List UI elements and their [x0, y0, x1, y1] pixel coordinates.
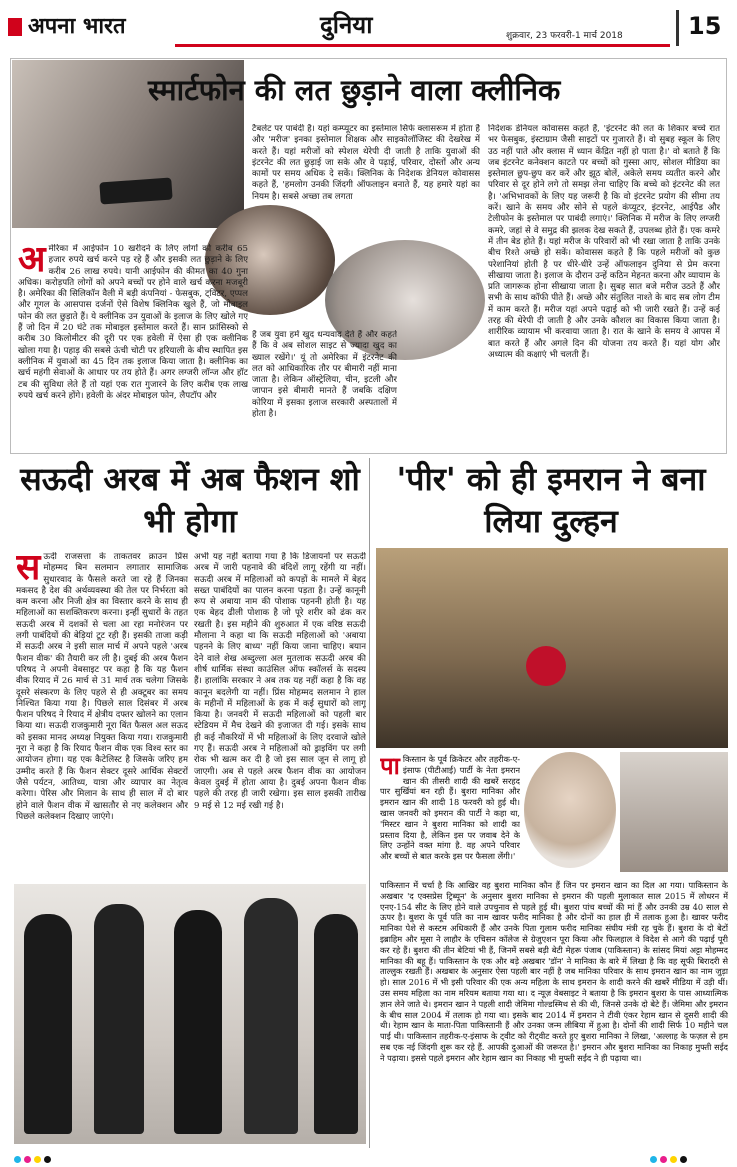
page-header [0, 0, 737, 54]
phone-shape [99, 178, 172, 205]
top-headline: स्मार्टफोन की लत छुड़ाने वाला क्लीनिक [148, 73, 561, 107]
bushra-portrait [524, 752, 616, 868]
top-story-col2b [252, 330, 397, 450]
top-story-col2 [252, 124, 480, 208]
imran-body-text: पाकिस्तान में चर्चा है कि आखिर वह बुशरा मानिका कौन हैं जिन पर इमरान खान का दिल आ गया। पाकिस्तान के अखबार 'द एक्सप्रेस ट्रिब्यून' के अनुसार बुशरा मानिका से इमरान की पहली मुलाकात साल 2015 में लोधरन में एनए-154 सीट के लिए होने वाले उपचुनाव से पहले हुई थी। बुशरा पांच बच्चों की मां हैं और उनकी उम्र 40 साल से ऊपर है। बुशरा के पूर्व पति का नाम खावर फरीद मानिका है और दोनों का हाल ही में तलाक हुआ है। खावर फरीद मानिका पेशे से कस्टम अधिकारी हैं और उनके पिता गुलाम फरीद मानिका संघीय मंत्री रह चुके हैं। बुशरा के दो बेटों इब्राहिम और मूसा ने लाहौर के एचिसन कॉलेज से ग्रेजुएशन पूरा किया और फिलहाल वे विदेश से आगे की पढ़ाई पूरी कर रहे हैं। बुशरा की तीन बेटियां भी हैं, जिनमें सबसे बड़ी बेटी मेहरू पंजाब (पाकिस्तान) के सांसद मियां अट्टा मोहम्मद मानिका की बहू हैं। पाकिस्तान के एक और बड़े अखबार 'डॉन' ने मानिका के बारे में लिखा है कि वह सूफी बिरादरी से ताल्लुक रखती हैं। अखबार के अनुसार ऐसा पहली बार नहीं है जब मानिका परिवार के साथ इमरान खान का नाम जुड़ा हो। साल 2016 में भी इसी परिवार की एक अन्य महिला के साथ इमरान के शादी करने की खबरें मीडिया में उड़ी थीं। उस समय महिला का नाम मरियम बताया गया था। द न्यूज़ वेबसाइट ने बताया है कि इमरान बुशरा के पास आध्यात्मिक ज्ञान लेने जाते थे। इमरान खान ने पहली शादी जेमिमा गोल्डस्मिथ से की थी, जिनसे उनके दो बेटे हैं। जेमिमा और इमरान के बीच साल 2004 में तलाक हो गया था। इसके बाद 2014 में इमरान ने टीवी एंकर रेहाम खान से दूसरी शादी की थी। रेहाम खान के माता-पिता पाकिस्तानी हैं और उनका जन्म लीबिया में हुआ है। दोनों की शादी सिर्फ 10 महीने चल पाई थी। पाकिस्तान तहरीक-ए-इंसाफ के ट्वीट को रीट्वीट करते हुए बुशरा मानिका ने लिखा, 'अल्लाह के फज़ल से हम सब एक नई जिंदगी शुरू कर रहे हैं. आपकी दुआओं की जरूरत है।' इमरान और बुशरा मानिका का निकाह मुफ्ती सईद ने पढ़ाया। इससे पहले इमरान और रेहाम खान का निकाह भी मुफ्ती सईद ने ही पढ़ाया था। [380, 880, 728, 1063]
saudi-col1 [16, 552, 188, 878]
model-figure [244, 898, 298, 1134]
footer-dots-left [14, 1148, 54, 1167]
top-col1-text: मेरिका में आईफोन 10 खरीदने के लिए लोगों को करीब 65 हजार रुपये खर्च करने पड़ रहे हैं और इसकी लत छुड़ाने के लिए करीब 26 लाख रुपये। यानी आईफोन की कीमत का 40 गुना अधिक। करोड़पति लोगों को अपने बच्चों पर होने वाले खर्च करना मजबूरी है। अमेरिका की सिलिकॉन वैली में बड़ी कंपनियां - फेसबुक, ट्विटर, एप्पल और गूगल के आसपास दर्जनों ऐसे विशेष क्लिनिक खुले हैं, जो मोबाइल फोन की लत छुड़ाते हैं। ये क्लीनिक उन युवाओं के इलाज के लिए खोले गए हैं जो दिन में 20 घंटे तक मोबाइल इस्तेमाल करते हैं। सान फ्रांसिस्को से करीब 30 किलोमीटर की दूरी पर एक हवेली में ऐसा ही एक क्लीनिक खोला गया है। पहाड़ की सबसे ऊंची चोटी पर हरियाली के बीच स्थापित इस क्लीनिक में युवाओं का 45 दिन तक इलाज किया जाता है। क्लीनिक का खर्च महंगी सेवाओं के आधार पर तय होते हैं। अगर लग्जरी लॉन्ज और हॉट टब की सुविधा लेते हैं तो यहां एक रात गुजारने के लिए करीब एक लाख रुपये खर्च करने होंगे। हवेली के अंदर मोबाइल फोन, लैपटॉप और [18, 244, 248, 401]
imran-drop-cap: पा [380, 754, 400, 780]
top-story-col3 [488, 124, 720, 450]
saudi-col2 [194, 552, 366, 878]
bride-figure [526, 646, 566, 686]
header-divider [676, 10, 679, 46]
saudi-drop-cap: स [16, 552, 41, 588]
footer-dots-right [650, 1148, 690, 1167]
issue-date: शुक्रवार, 23 फरवरी-1 मार्च 2018 [506, 31, 623, 41]
imran-intro [380, 754, 520, 878]
family-group-photo [376, 548, 728, 748]
section-title: दुनिया [320, 11, 373, 39]
model-figure [24, 914, 72, 1134]
model-figure [174, 910, 222, 1134]
drop-cap: अ [18, 244, 46, 280]
imran-intro-text: किस्तान के पूर्व क्रिकेटर और तहरीक-ए-इंसाफ (पीटीआई) पार्टी के नेता इमरान खान की तीसरी शादी की खबरें सरहद पार सुर्खियां बन रही हैं। बुशरा मानिका और इमरान खान की शादी 18 फरवरी को हुई थी। खास जनवरी को इमरान की पार्टी ने कहा था, 'मिस्टर खान ने बुशरा मानिका को शादी का प्रस्ताव दिया है, लेकिन इस पर जवाब देने के लिए उन्होंने वक्त मांगा है. वह अपने परिवार और बच्चों से बात करके इस पर फैसला लेंगी।' [380, 754, 520, 862]
imran-portrait [620, 752, 728, 872]
saudi-headline: सऊदी अरब में अब फैशन शो भी होगा [20, 460, 360, 540]
top-col2-text: टैबलेट पर पाबंदी है। यहां कम्प्यूटर का इस्तेमाल सिर्फ क्लासरूम में होता है और 'मरीज' इनका इस्तेमाल शिक्षक और साइकोलॉजिस्ट की देखरेख में करते हैं। यहां मरीजों को स्पेशल थेरेपी दी जाती है ताकि युवाओं की इंटरनेट की लत छुड़ाई जा सके और वे पढ़ाई, परिवार, दोस्तों और अन्य कामों पर समय अधिक दे सकें। क्लिनिक के निदेशक डेनियल कोवासस कहते हैं, 'हमलोग उनकी जिंदगी ऑफलाइन बनाते हैं, यह हमारे यहां का नियम है। सबसे अच्छा तब लगता [252, 124, 480, 202]
page-number: 15 [688, 12, 722, 40]
imran-headline: 'पीर' को ही इमरान ने बना लिया दुल्हन [396, 460, 706, 540]
imran-body [380, 880, 728, 1144]
top-col3-text: निदेशक डेनियल कोवासस कहते हैं, 'इंटरनेट की लत के शिकार बच्चे रात भर फेसबुक, इंस्टाग्राम जैसी साइटों पर गुजारते हैं। वो सुबह स्कूल के लिए उठ नहीं पाते और क्लास में ध्यान केंद्रित नहीं हो पाता है।' वो बताते हैं कि जब इंटरनेट कनेक्शन काटते पर बच्चों को गुस्सा आए, सोशल मीडिया का इस्तेमाल छुप-छुप कर करें और झूठ बोलें, अकेले समय व्यतीत करने और परिवार से दूर होने लगे तो समझ लेना चाहिए कि बच्चे को इंटरनेट की लत है। 'अभिभावकों के लिए यह जरूरी है कि वो इंटरनेट प्रयोग की सीमा तय करें। खाने के समय और सोने से पहले कंप्यूटर, इंटरनेट, आईपैड और टेलीफोन के इस्तेमाल पर पाबंदी लगाएं।' क्लिनिक में मरीज के लिए लग्जरी कमरे, जहां से वे समुद्र की झलक देख सकते हैं, उपलब्ध होते हैं। एक कमरे में तीन बेड होते हैं। यहां मरीज के परिवारों को भी रखा जाता है ताकि उनके बीच रिश्ते अच्छे हो सकें। कोवासस कहते हैं कि पहले मरीजों को कुछ परेशानियां होती है पर धीरे-धीरे उन्हें ऑफलाइन दुनिया से प्रेम करना सीखाया जाता है। इलाज के दौरान उन्हें कठिन मेहनत करना और व्यायाम के प्रति जागरूक होना सीखाया जाता है। सुबह सात बजे मरीज उठते हैं और सभी के साथ कॉफी पीते हैं। अच्छे और संतुलित नाश्ते के बाद सब लोग टीम में काम करते हैं। मरीज यहां अपने पढ़ाई को भी जारी रखते हैं। उन्हें कई तरह की थेरेपी दी जाती है और उनके कौशल का विकास किया जाता है। शारीरिक व्यायाम भी करवाया जाता है। रात के खाने के समय वे आपस में बात करते हैं और अगले दिन की योजना तय करते हैं। यहां योग और अध्यात्म की कक्षाएं भी चलती हैं। [488, 124, 720, 360]
masthead: अपना भारत [28, 14, 126, 39]
saudi-col2-text: अभी यह नहीं बताया गया है कि डिजायनों पर सऊदी अरब में जारी पहनावे की बंदिशें लागू रहेंगी या नहीं। सऊदी अरब में महिलाओं को कपड़ों के मामले में बेहद सख्त पाबंदियों का पालन करना पड़ता है। उन्हें कानूनी रूप से अबाया नाम की पोशाक पहननी होती है। यह एक बेहद ढीली पोशाक है जो पूरे शरीर को ढंक कर रखती है। इस महीने की शुरुआत में एक वरिष्ठ सऊदी मौलाना ने कहा था कि सऊदी महिलाओं को 'अबाया पहनने के लिए बाध्य' नहीं किया जाना चाहिए। बयान देने वाले शेख अब्दुल्ला अल मुतलाक सऊदी अरब की शीर्ष धार्मिक संस्था काउंसिल ऑफ स्कॉलर्स के सदस्य हैं। हालांकि सरकार ने अब तक यह नहीं कहा है कि वह कानून बदलेगी या नहीं। प्रिंस मोहम्मद सलमान ने हाल के महीनों में महिलाओं के हक में कई सुधारों को लागू किया है। जनवरी में सऊदी महिलाओं को पहली बार स्टेडियम में मैच देखने की इजाजत दी गई। इसके साथ ही कई नौकरियों में भी महिलाओं के लिए दरवाजे खोले गए हैं। सऊदी अरब ने महिलाओं को ड्राइविंग पर लगी रोक भी खत्म कर दी है जो इस साल जून से लागू हो जाएगी। अब से पहले अरब फैशन वीक का आयोजन केवल दुबई में होता आया है। दुबई अपना फैशन वीक पहले की तरह ही जारी रखेगा। इस साल इसकी तारीख 9 मई से 12 मई रखी गई है। [194, 552, 366, 811]
top-story-col1 [18, 244, 248, 452]
saudi-col1-text: ऊदी राजसत्ता के ताकतवर क्राउन प्रिंस मोहम्मद बिन सलमान लगातार सामाजिक सुधारवाद के फैसले करते जा रहे हैं जिनका मकसद है देश की अर्थव्यवस्था की तेल पर निर्भरता को कम करना और निजी क्षेत्र का विस्तार करने के साथ ही महिलाओं का सशक्तिकरण करना। इन्हीं सुधारों के तहत सऊदी अरब में दशकों से चला आ रहा मनोरंजन पर लगी पाबंदियों की बेड़ियां टूट रही हैं। इसकी ताजा कड़ी में सऊदी अरब ने इसी साल मार्च में अपने पहले 'अरब फैशन वीक' की तैयारी कर ली है। दुबई की अरब फैशन परिषद ने अपनी वेबसाइट पर कहा है कि यह फैशन वीक रियाद में 26 मार्च से 31 मार्च तक चलेगा जिसके दूसरे संस्करण के लिए पहले से ही अक्टूबर का समय निश्चित किया गया है। पिछले साल दिसंबर में अरब फैशन परिषद ने रियाद में क्षेत्रीय दफ्तर खोलने का एलान किया था। सऊदी राजकुमारी नूरा बिंत फैसल अल सऊद को इसका मानद अध्यक्ष नियुक्त किया गया। राजकुमारी नूरा ने कहा है कि रियाद फैशन वीक एक विश्व स्तर का आयोजन होगा। यह एक कैटेलिस्ट है जिसके जरिए हम उम्मीद करते हैं कि फैशन सेक्टर दूसरे आर्थिक सेक्टरों जैसे पर्यटन, आतिथ्य, यात्रा और व्यापार का नेतृत्व करेगा। पेरिस और मिलान के साथ ही साल में दो बार होने वाले फैशन वीक में खासतौर से नए कलेक्शन और पिछले कलेक्शन दिखाए जाएंगे। [16, 552, 188, 822]
model-figure [94, 904, 144, 1134]
model-figure [314, 914, 358, 1134]
header-rule [175, 44, 670, 47]
column-divider [369, 458, 370, 1148]
masthead-bar [8, 18, 22, 36]
fashion-show-photo [14, 884, 366, 1144]
top-col2b-text: है जब युवा हमें खुद धन्यवाद देते हैं और कहते हैं कि वे अब सोशल साइट से ज्यादा खुद का ख्याल रखेंगे।' यूं तो अमेरिका में इंटरनेट की लत को आधिकारिक तौर पर बीमारी नहीं माना जाता है। लेकिन ऑस्ट्रेलिया, चीन, इटली और जापान इसे बीमारी मानते हैं जबकि दक्षिण कोरिया में इसका इलाज सरकारी अस्पतालों में होता है। [252, 330, 397, 420]
